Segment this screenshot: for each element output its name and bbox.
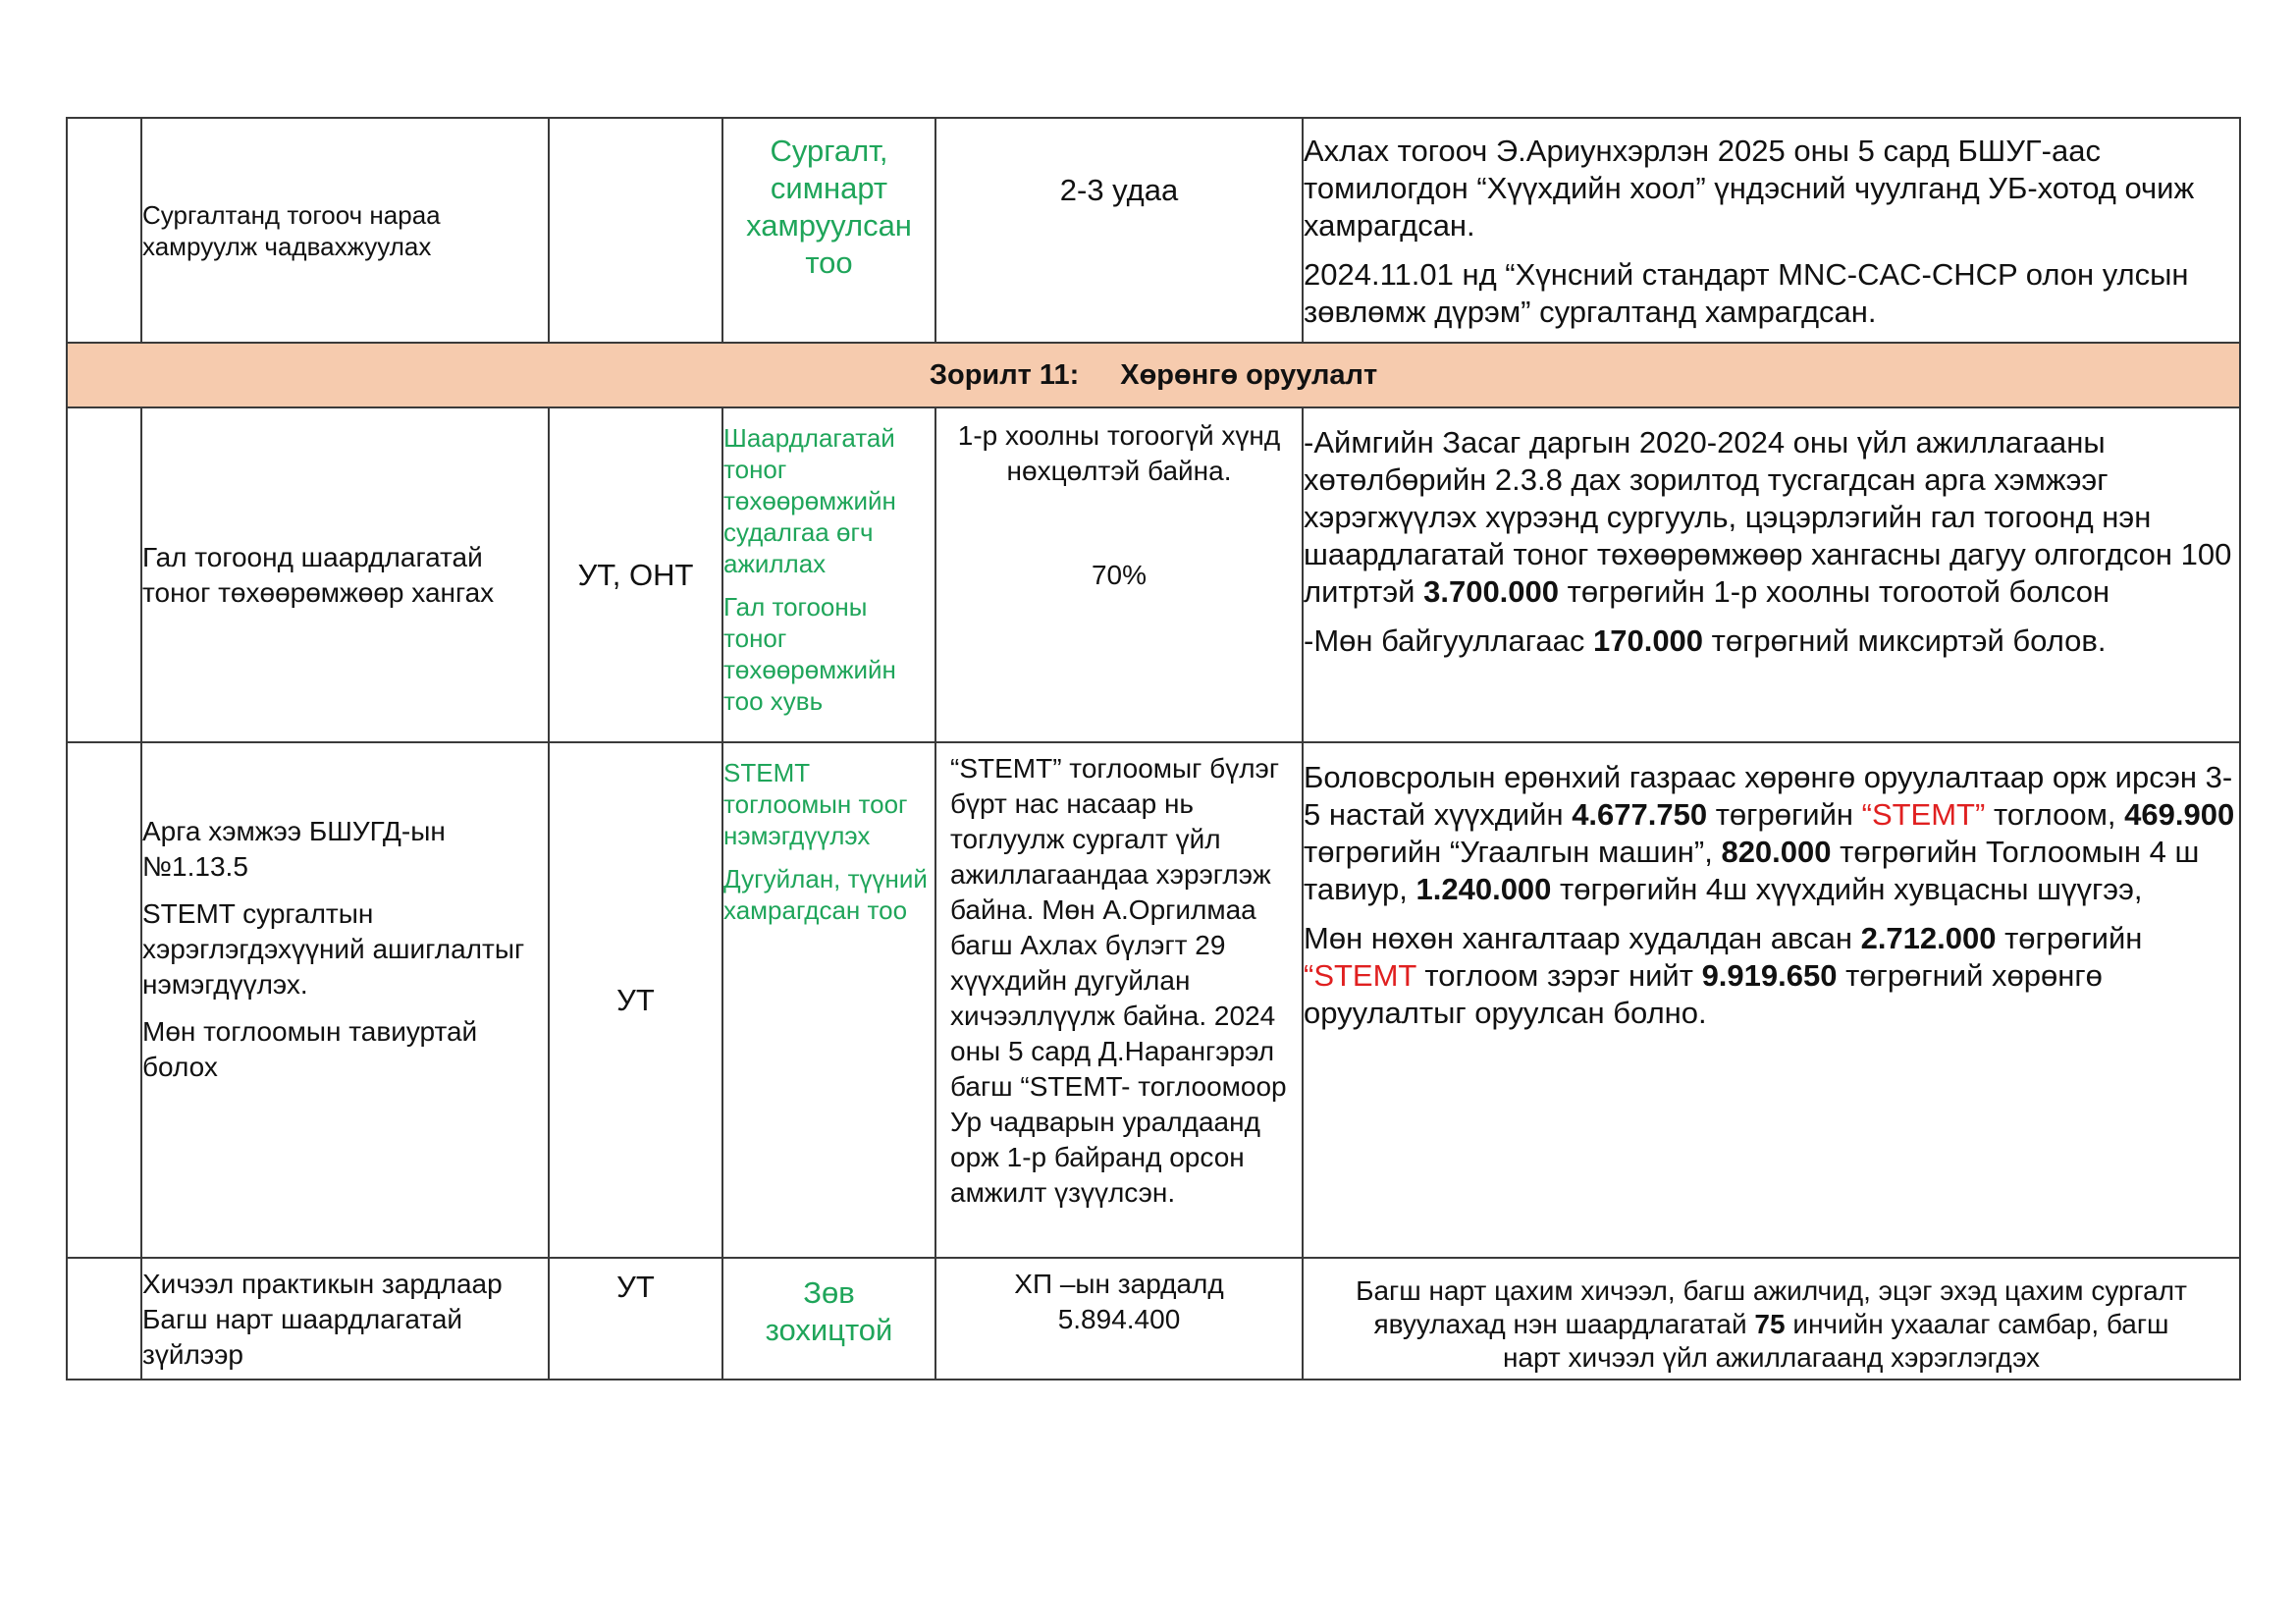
responsible-cell <box>549 118 722 343</box>
result-cell <box>1303 118 2240 343</box>
baseline-text: 2-3 удаа <box>1059 173 1179 207</box>
row-number-cell <box>67 118 141 343</box>
result-paragraph: 2024.11.01 нд “Хүнсний стандарт MNC-CAC-CHCP олон улсын зөвлөмж дүрэм” сургалтанд хамрагдсан. <box>1304 257 2189 329</box>
responsible-cell: УТ, ОНТ <box>549 407 722 742</box>
result-paragraph: -Мөн байгууллагаас 170.000 төгрөгний миксиртэй болов. <box>1304 623 2107 658</box>
amount: 1.240.000 <box>1415 872 1552 906</box>
stemt-highlight: “STEMT” <box>1861 797 1986 832</box>
goal-band <box>67 343 2240 407</box>
baseline-cell <box>935 1258 1303 1380</box>
amount: 3.700.000 <box>1423 574 1560 609</box>
indicator-cell <box>722 118 935 343</box>
table-row <box>67 407 2240 742</box>
baseline-cell <box>935 407 1303 742</box>
activity-cell <box>141 742 549 1258</box>
activity-text: Сургалтанд тогооч нараа хамруулж чадвахжуулах <box>142 199 441 261</box>
baseline-value: 5.894.400 <box>1057 1304 1181 1334</box>
activity-text: STEMT сургалтын хэрэглэгдэхүүний ашиглалтыг нэмэгдүүлэх. <box>142 898 525 1000</box>
row-number-cell <box>67 1258 141 1380</box>
activity-cell <box>141 407 549 742</box>
result-paragraph: Мөн нөхөн хангалтаар худалдан авсан 2.712.000 төгрөгийн “STEMT тоглоом зэрэг нийт 9.919.650 төгрөгний хөрөнгө оруулалтыг оруулсан болно. <box>1304 921 2143 1030</box>
goal-band-row <box>67 343 2240 407</box>
indicator-text: Шаардлагатай тоног төхөөрөмжийн судалгаа өгч ажиллах <box>723 423 896 578</box>
result-paragraph: Ахлах тогооч Э.Ариунхэрлэн 2025 оны 5 сард БШУГ-аас томилогдон “Хүүхдийн хоол” үндэсний чуулганд УБ-хотод очиж хамрагдсан. <box>1304 134 2195 243</box>
indicator-text: Сургалт, симнарт хамруулсан тоо <box>746 134 912 280</box>
baseline-cell <box>935 118 1303 343</box>
indicator-text: STEMT тоглоомын тоог нэмэгдүүлэх <box>723 758 908 850</box>
activity-cell <box>141 118 549 343</box>
activity-text: Мөн тоглоомын тавиуртай болох <box>142 1016 478 1082</box>
result-paragraph: Боловсролын ерөнхий газраас хөрөнгө оруулалтаар орж ирсэн 3-5 настай хүүхдийн 4.677.750 төгрөгийн “STEMT” тоглоом, 469.900 төгрөгийн “Угаалгын машин”, 820.000 төгрөгийн Тоглоомын 4 ш тавиур, 1.240.000 төгрөгийн 4ш хүүхдийн хувцасны шүүгээ, <box>1304 760 2235 906</box>
table-row <box>67 1258 2240 1380</box>
amount: 4.677.750 <box>1572 797 1708 832</box>
indicator-cell <box>722 1258 935 1380</box>
indicator-text: Зөв зохицтой <box>765 1275 893 1347</box>
row-number-cell <box>67 742 141 1258</box>
row-number-cell <box>67 407 141 742</box>
amount: 75 <box>1754 1309 1786 1339</box>
goal-title: Хөрөнгө оруулалт <box>1120 358 1378 391</box>
indicator-text: Дугуйлан, түүний хамрагдсан тоо <box>723 864 928 925</box>
activity-text: Арга хэмжээ БШУГД-ын №1.13.5 <box>142 816 446 882</box>
responsible-cell: УТ <box>549 1258 722 1380</box>
result-cell: Багш нарт цахим хичээл, багш ажилчид, эцэг эхэд цахим сургалт явуулахад нэн шаардлагатай 75 инчийн ухаалаг самбар, багш нарт хичээл үйл ажиллагаанд хэрэглэгдэх <box>1303 1258 2240 1380</box>
baseline-cell <box>935 742 1303 1258</box>
result-paragraph: -Аймгийн Засаг даргын 2020-2024 оны үйл ажиллагааны хөтөлбөрийн 2.3.8 дах зорилтод тусгагдсан арга хэмжээг хэрэгжүүлэх хүрээнд сургууль, цэцэрлэгийн гал тогоонд нэн шаардлагатай тоног төхөөрөмжөөр хангасны дагуу олгогдсон 100 литртэй 3.700.000 төгрөгийн 1-р хоолны тогоотой болсон <box>1304 425 2232 609</box>
stemt-highlight: “STEMT <box>1304 958 1416 993</box>
amount: 2.712.000 <box>1860 921 1997 955</box>
baseline-text: ХП –ын зардалд <box>1014 1269 1224 1299</box>
table-row <box>67 118 2240 343</box>
activity-text: Гал тогоонд шаардлагатай тоног төхөөрөмжөөр хангах <box>142 541 495 608</box>
indicator-text: Гал тогооны тоног төхөөрөмжийн тоо хувь <box>723 592 896 716</box>
amount: 170.000 <box>1592 623 1704 658</box>
baseline-text: 1-р хоолны тогоогүй хүнд нөхцөлтэй байна. <box>957 420 1281 486</box>
indicator-cell <box>722 742 935 1258</box>
baseline-value: 70% <box>1091 560 1148 590</box>
amount: 820.000 <box>1721 835 1832 869</box>
goal-label: Зорилт 11: <box>929 358 1080 391</box>
action-plan-table <box>66 117 2241 1380</box>
indicator-cell <box>722 407 935 742</box>
responsible-cell: УТ <box>549 742 722 1258</box>
activity-text: Хичээл практикын зардлаар Багш нарт шаардлагатай зүйлээр <box>142 1269 503 1370</box>
result-cell <box>1303 742 2240 1258</box>
amount: 9.919.650 <box>1701 958 1838 993</box>
activity-cell <box>141 1258 549 1380</box>
amount: 469.900 <box>2124 797 2235 832</box>
result-cell <box>1303 407 2240 742</box>
table-row <box>67 742 2240 1258</box>
baseline-text: “STEMT” тоглоомыг бүлэг бүрт нас насаар нь тоглуулж сургалт үйл ажиллагаандаа хэрэглэж байна. Мөн А.Оргилмаа багш Ахлах бүлэгт 29 хүүхдийн дугуйлан хичээллүүлж байна. 2024 оны 5 сард Д.Нарангэрэл багш “STEMT- тоглоомоор Ур чадварын уралдаанд орж 1-р байранд орсон амжилт үзүүлсэн. <box>950 753 1287 1208</box>
